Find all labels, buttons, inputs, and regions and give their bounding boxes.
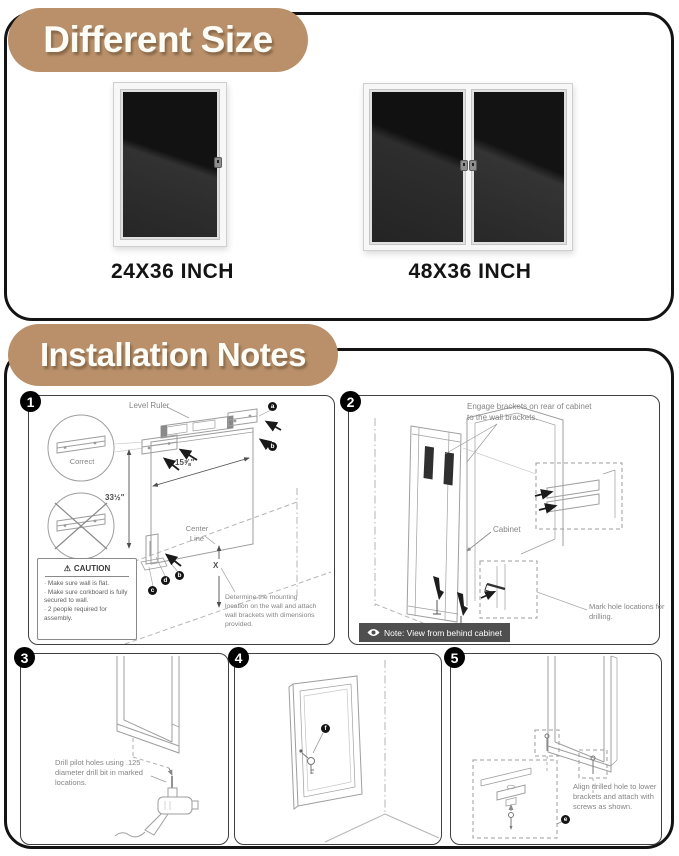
height-dimension: 33½": [105, 493, 125, 502]
size-label-24x36: 24X36 INCH: [111, 260, 234, 283]
step-3-panel: [20, 653, 229, 845]
cabinet-door: [121, 90, 219, 239]
step1-note: Determine the mounting location on the wall and attach wall brackets with dimensions provided.: [225, 594, 317, 628]
mark-holes-label: Mark hole locations for drilling.: [589, 602, 665, 621]
caution-item: · 2 people required for assembly.: [38, 606, 136, 623]
step3-instruction: Drill pilot holes using .125 diameter drill bit in marked locations.: [55, 758, 143, 787]
level-ruler-label: Level Ruler: [129, 401, 170, 410]
cabinet-right-door: [472, 90, 567, 244]
callout-e: e: [561, 815, 570, 824]
x-dimension: X: [213, 561, 219, 570]
cabinet-label: Cabinet: [493, 525, 521, 534]
size-label-48x36: 48X36 INCH: [408, 260, 532, 283]
step-4-badge: 4: [228, 647, 249, 668]
step3-diagram: [21, 654, 228, 844]
view-note-text: Note: View from behind cabinet: [384, 627, 502, 638]
view-note-badge: [359, 623, 510, 642]
different-size-title: Different Size: [43, 19, 273, 60]
different-size-header: [8, 8, 308, 72]
cabinet-left-door: [370, 90, 465, 244]
lock-icon: [460, 160, 468, 171]
eye-icon: [367, 628, 380, 637]
step-2-badge: 2: [340, 391, 361, 412]
cabinet-48x36-image: [363, 83, 573, 251]
caution-item: · Make sure wall is flat.: [38, 580, 136, 589]
step-5-panel: [450, 653, 662, 845]
caution-icon: ⚠: [63, 564, 71, 573]
installation-notes-title: Installation Notes: [39, 336, 307, 373]
caution-box: [37, 558, 137, 640]
step-5-badge: 5: [444, 647, 465, 668]
caution-item: · Make sure corkboard is fully secured to wall.: [38, 589, 136, 606]
step5-instruction: Align drilled hole to lower brackets and attach with screws as shown.: [573, 782, 657, 811]
lock-icon: [469, 160, 477, 171]
installation-notes-header: [8, 324, 338, 386]
cabinet-board: [474, 92, 565, 242]
lock-icon: [214, 157, 222, 168]
cabinet-board: [372, 92, 463, 242]
step-1-badge: 1: [20, 391, 41, 412]
center-line-label: Center Line: [185, 524, 209, 543]
correct-label: Correct: [69, 457, 95, 466]
step-3-badge: 3: [14, 647, 35, 668]
step-1-panel: [28, 395, 335, 645]
callout-c: c: [148, 586, 157, 595]
callout-b: b: [268, 442, 277, 451]
cabinet-24x36-image: [113, 82, 227, 247]
step2-instruction: Engage brackets on rear of cabinet to the wall brackets.: [467, 402, 592, 422]
caution-title: CAUTION: [73, 564, 111, 573]
callout-d: d: [161, 576, 170, 585]
width-dimension: 15⅝": [175, 458, 195, 467]
callout-a: a: [268, 402, 277, 411]
cabinet-board: [123, 92, 217, 237]
step-2-panel: [348, 395, 665, 645]
step5-diagram: [451, 654, 661, 844]
step4-diagram: [235, 654, 441, 844]
callout-b2: b: [175, 571, 184, 580]
callout-f: f: [321, 724, 330, 733]
step-4-panel: [234, 653, 442, 845]
